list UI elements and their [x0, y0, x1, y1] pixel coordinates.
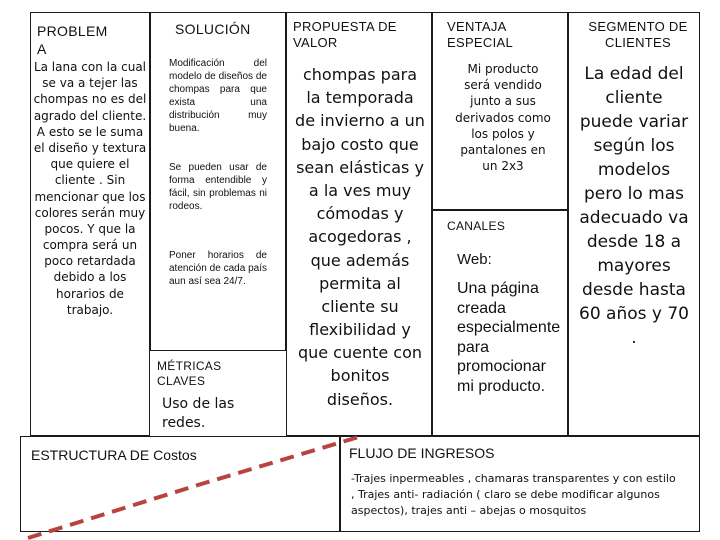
ventaja-box — [432, 12, 568, 210]
propuesta-title: PROPUESTA DE VALOR — [293, 19, 397, 51]
estructura-box — [20, 436, 340, 532]
solucion-item-2: Se pueden usar de forma entendible y fácil, sin problemas ni rodeos. — [169, 162, 267, 212]
problema-box — [30, 12, 150, 436]
flujo-box — [340, 436, 700, 532]
propuesta-text: chompas para la temporada de invierno a un bajo costo que sean elásticas y a la ves muy cómodas y acogedoras , que además permita al cliente su flexibilidad y que cuente con bonitos diseños. — [295, 65, 425, 409]
metricas-title: MÉTRICAS CLAVES — [157, 359, 222, 388]
segmento-title: SEGMENTO DE CLIENTES — [588, 19, 688, 51]
canales-text: Una página creada especialmente para promocionar mi producto. — [457, 280, 561, 395]
metricas-text: Uso de las redes. — [162, 396, 235, 431]
flujo-title: FLUJO DE INGRESOS — [349, 445, 495, 461]
flujo-text: -Trajes inpermeables , chamaras transparentes y con estilo , Trajes anti- radiación ( claro se debe modificar algunos aspectos), trajes anti – abejas o mosquitos — [351, 472, 676, 517]
segmento-text: La edad del cliente puede variar según los modelos pero lo mas adecuado va desde 18 a mayores desde hasta 60 años y 70 . — [579, 64, 689, 348]
solucion-title: SOLUCIÓN — [175, 21, 251, 37]
metricas-box — [150, 350, 286, 436]
canales-title: CANALES — [447, 219, 506, 233]
ventaja-text: Mi producto será vendido junto a sus derivados como los polos y pantalones en un 2x3 — [455, 62, 551, 174]
problema-title: PROBLEM A — [37, 23, 108, 57]
segmento-box — [568, 12, 700, 436]
propuesta-box — [286, 12, 432, 436]
canales-box — [432, 210, 568, 436]
ventaja-title: VENTAJA ESPECIAL — [447, 19, 513, 51]
problema-text: La lana con la cual se va a tejer las chompas no es del agrado del cliente. A esto se le suma el diseño y textura que quiere el cliente . Sin mencionar que los colores serán muy pocos. Y que la compra será un poco retardada debido a los horarios de trabajo. — [33, 60, 147, 317]
solucion-item-3: Poner horarios de atención de cada país aun así sea 24/7. — [169, 250, 267, 287]
canales-web: Web: — [457, 251, 492, 268]
solucion-item-1: Modificación del modelo de diseños de chompas para que exista una distribución muy buena. — [169, 58, 267, 134]
estructura-title: ESTRUCTURA DE Costos — [31, 447, 197, 463]
